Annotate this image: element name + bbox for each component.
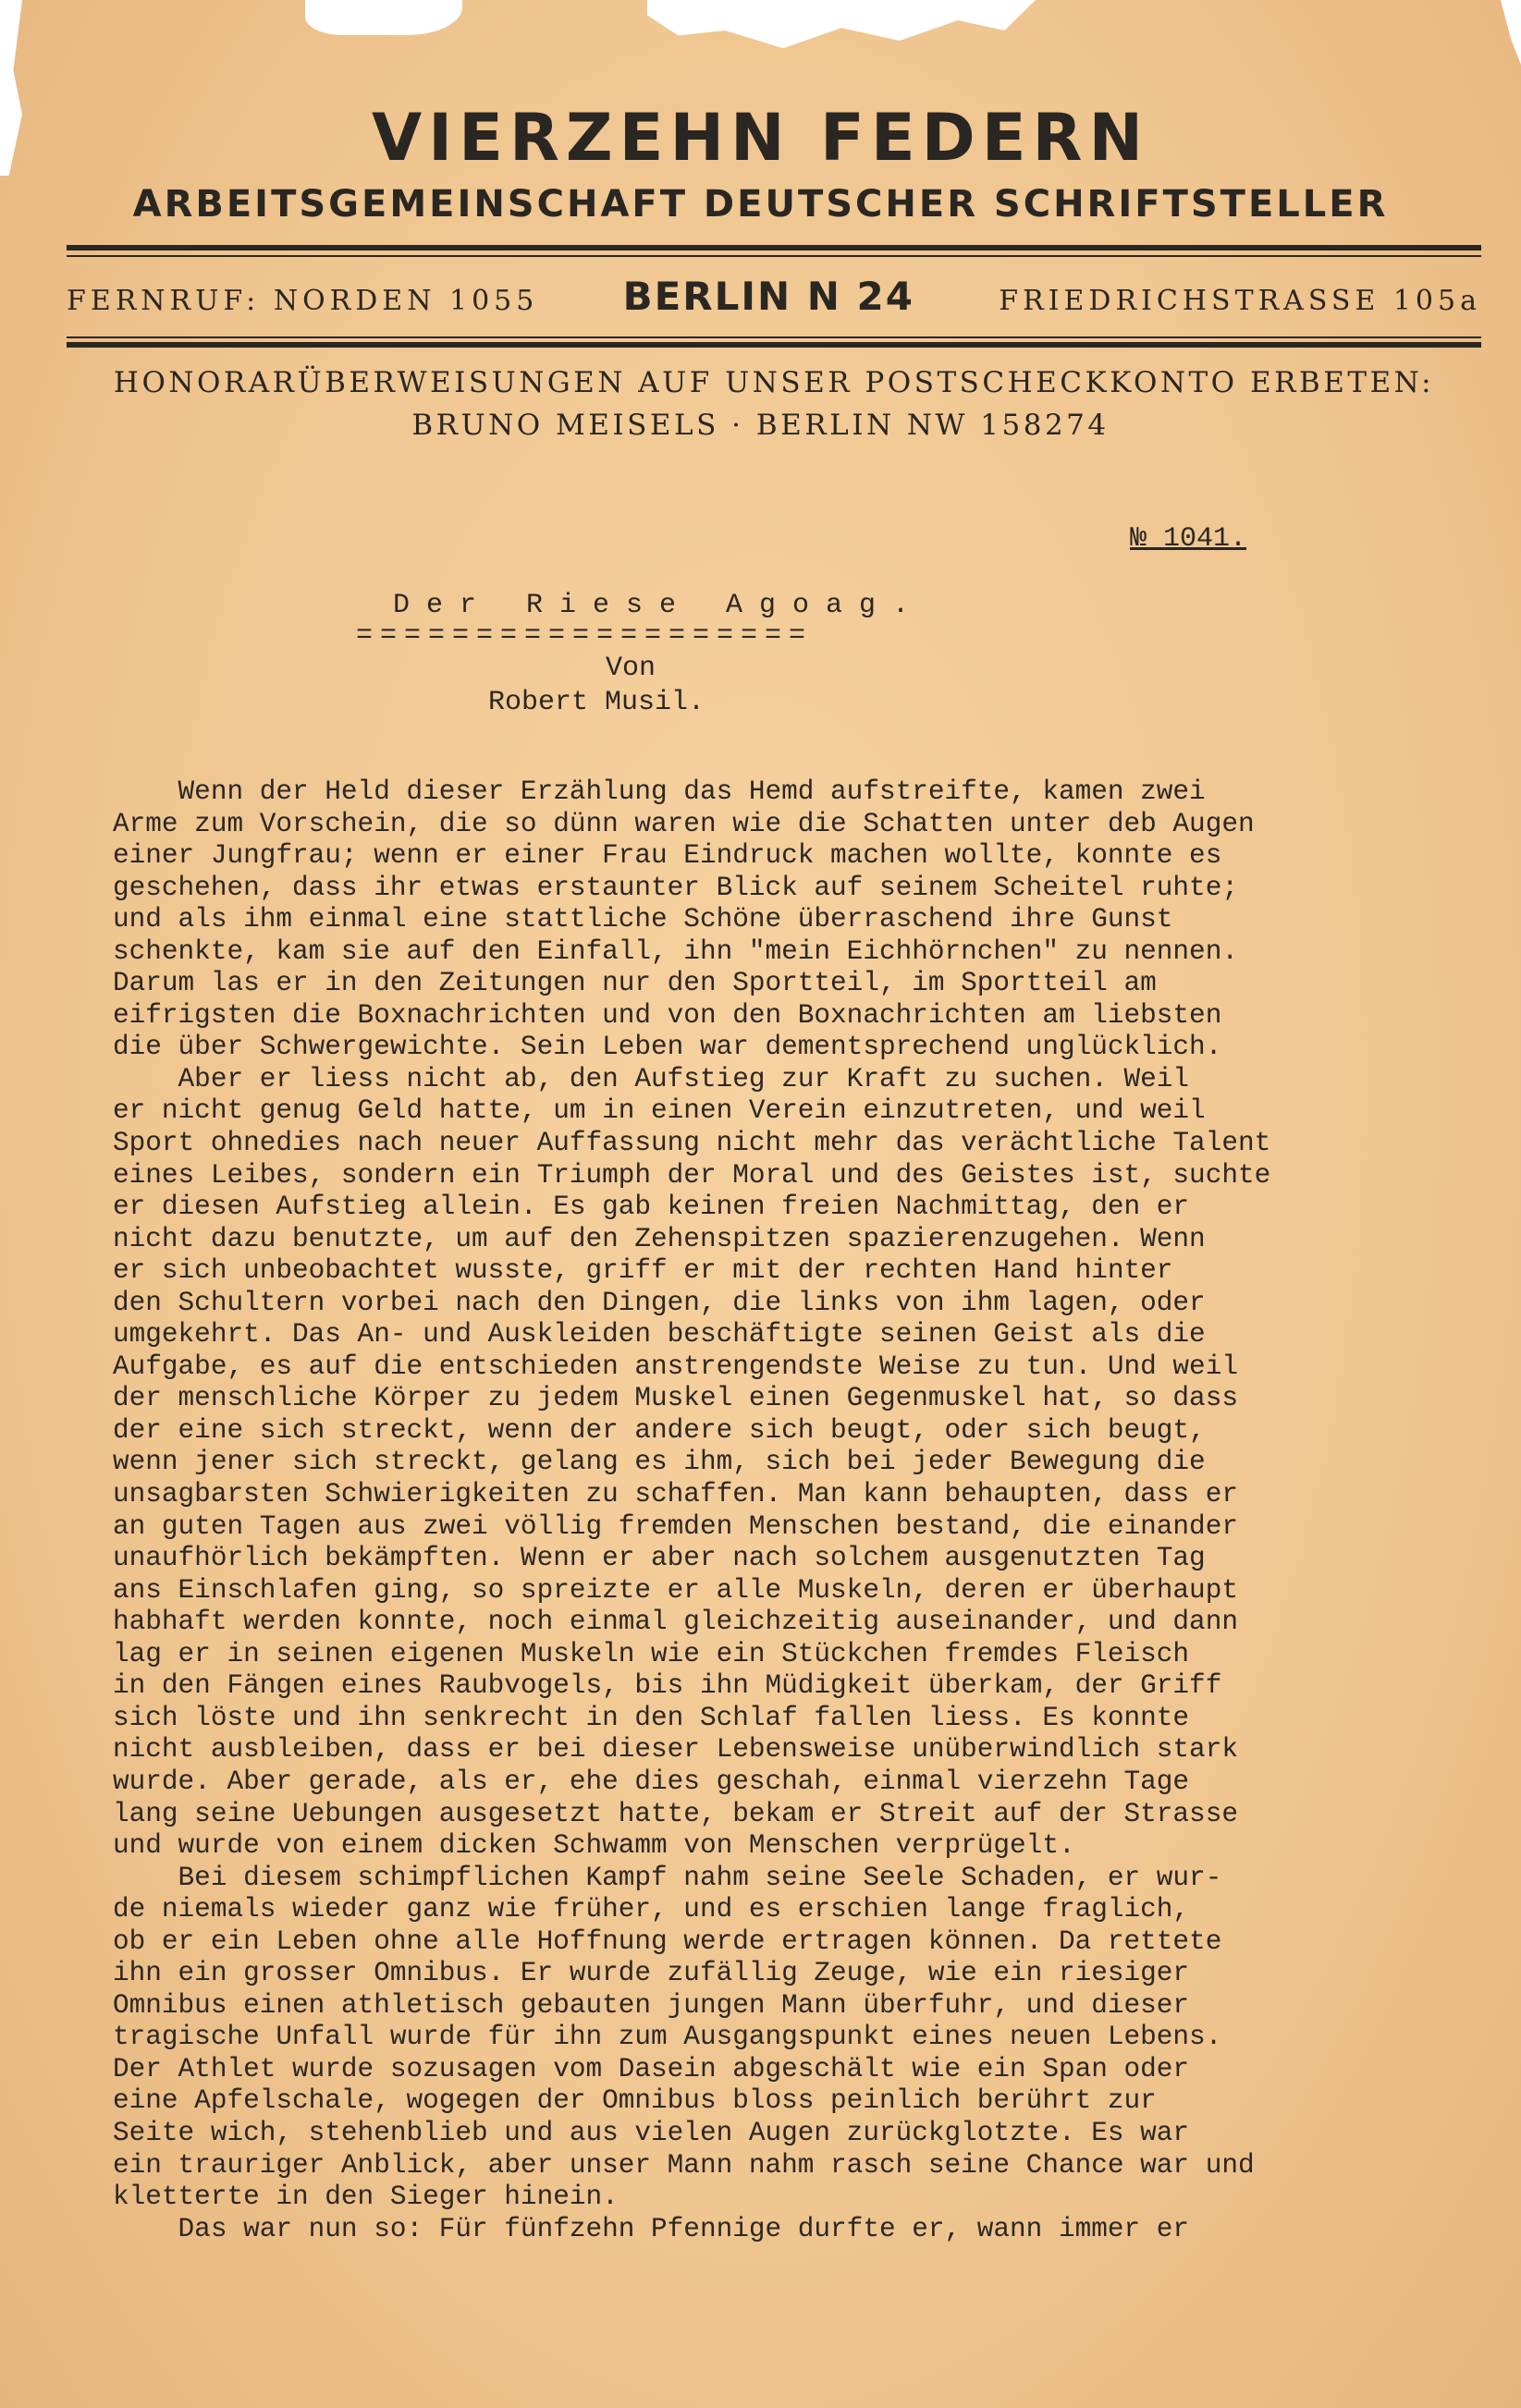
text-line: Aufgabe, es auf die entschieden anstrengendste Weise zu tun. Und weil	[113, 1351, 1238, 1382]
text-line: tragische Unfall wurde für ihn zum Ausgangspunkt eines neuen Lebens.	[113, 2022, 1222, 2053]
text-line: geschehen, dass ihr etwas erstaunter Blick auf seinem Scheitel ruhte;	[113, 872, 1238, 903]
document-number: № 1041.	[1130, 523, 1247, 555]
story-body	[113, 776, 1463, 2245]
text-line: und als ihm einmal eine stattliche Schöne überraschend ihre Gunst	[113, 904, 1173, 935]
text-line: an guten Tagen aus zwei völlig fremden Menschen bestand, die einander	[113, 1510, 1238, 1542]
city-address: BERLIN N 24	[622, 274, 915, 319]
text-line: die über Schwergewichte. Sein Leben war dementsprechend unglücklich.	[113, 1032, 1222, 1063]
text-line: wenn jener sich streckt, gelang es ihm, sich bei jeder Bewegung die	[113, 1447, 1206, 1478]
text-line: lag er in seinen eigenen Muskeln wie ein Stückchen fremdes Fleisch	[113, 1638, 1190, 1669]
text-line: ihn ein grosser Omnibus. Er wurde zufällig Zeuge, wie ein riesiger	[113, 1958, 1190, 1989]
text-line: er sich unbeobachtet wusste, griff er mit der rechten Hand hinter	[113, 1255, 1173, 1287]
letterhead-rule	[67, 336, 1481, 338]
text-line: und wurde von einem dicken Schwamm von Menschen verprügelt.	[113, 1830, 1075, 1862]
text-line: ein trauriger Anblick, aber unser Mann nahm rasch seine Chance war und	[113, 2149, 1255, 2181]
text-line: den Schultern vorbei nach den Dingen, die links von ihm lagen, oder	[113, 1287, 1206, 1318]
letterhead-title: VIERZEHN FEDERN	[371, 100, 1150, 176]
letterhead-rule	[67, 342, 1481, 348]
text-line: wurde. Aber gerade, als er, ehe dies geschah, einmal vierzehn Tage	[113, 1766, 1190, 1797]
title-underline: ===================	[356, 620, 814, 652]
payment-note: HONORARÜBERWEISUNGEN AUF UNSER POSTSCHECKKONTO ERBETEN:	[113, 366, 1435, 399]
text-line: Seite wich, stehenblieb und aus vielen Augen zurückglotzte. Es war	[113, 2117, 1190, 2148]
text-line: in den Fängen eines Raubvogels, bis ihn Müdigkeit überkam, der Griff	[113, 1670, 1222, 1702]
text-line: ob er ein Leben ohne alle Hoffnung werde ertragen können. Da rettete	[113, 1925, 1222, 1957]
text-line: de niemals wieder ganz wie früher, und es erschien lange fraglich,	[113, 1894, 1190, 1925]
text-line: Sport ohnedies nach neuer Auffassung nicht mehr das verächtliche Talent	[113, 1128, 1271, 1159]
letterhead-contact-line	[67, 274, 1481, 319]
text-line: er nicht genug Geld hatte, um in einen Verein einzutreten, und weil	[113, 1095, 1206, 1127]
text-line: nicht dazu benutzte, um auf den Zehenspitzen spazierenzugehen. Wenn	[113, 1223, 1206, 1254]
text-line: kletterte in den Sieger hinein.	[113, 2182, 619, 2213]
text-line: eifrigsten die Boxnachrichten und von den Boxnachrichten am liebsten	[113, 999, 1222, 1031]
text-line: der eine sich streckt, wenn der andere sich beugt, oder sich beugt,	[113, 1414, 1206, 1446]
text-line: Arme zum Vorschein, die so dünn waren wie die Schatten unter deb Augen	[113, 808, 1255, 839]
text-line: Aber er liess nicht ab, den Aufstieg zur Kraft zu suchen. Weil	[113, 1063, 1190, 1094]
text-line: einer Jungfrau; wenn er einer Frau Eindruck machen wollte, konnte es	[113, 840, 1222, 872]
text-line: Omnibus einen athletisch gebauten jungen Mann überfuhr, und dieser	[113, 1989, 1190, 2021]
letterhead-rule	[67, 255, 1481, 257]
text-line: eine Apfelschale, wogegen der Omnibus bloss peinlich berührt zur	[113, 2085, 1157, 2117]
byline-von: Von	[606, 653, 656, 684]
text-line: Bei diesem schimpflichen Kampf nahm seine Seele Schaden, er wur-	[113, 1862, 1222, 1893]
phone-number: FERNRUF: NORDEN 1055	[67, 285, 539, 317]
text-line: nicht ausbleiben, dass er bei dieser Lebensweise unüberwindlich stark	[113, 1734, 1238, 1766]
text-line: Darum las er in den Zeitungen nur den Sportteil, im Sportteil am	[113, 968, 1157, 999]
street-address: FRIEDRICHSTRASSE 105a	[999, 285, 1481, 317]
text-line: umgekehrt. Das An- und Auskleiden beschäftigte seinen Geist als die	[113, 1319, 1206, 1351]
story-title: Der Riese Agoag.	[393, 590, 926, 621]
text-line: Wenn der Held dieser Erzählung das Hemd aufstreifte, kamen zwei	[113, 776, 1206, 807]
text-line: ans Einschlafen ging, so spreizte er alle Muskeln, deren er überhaupt	[113, 1574, 1238, 1606]
text-line: der menschliche Körper zu jedem Muskel einen Gegenmuskel hat, so dass	[113, 1383, 1238, 1414]
text-line: Das war nun so: Für fünfzehn Pfennige durfte er, wann immer er	[113, 2213, 1190, 2244]
text-line: unsagbarsten Schwierigkeiten zu schaffen. Man kann behaupten, dass er	[113, 1479, 1238, 1510]
text-line: unaufhörlich bekämpften. Wenn er aber nach solchem ausgenutzten Tag	[113, 1543, 1206, 1574]
text-line: Der Athlet wurde sozusagen vom Dasein abgeschält wie ein Span oder	[113, 2053, 1190, 2084]
text-line: schenkte, kam sie auf den Einfall, ihn "mein Eichhörnchen" zu nennen.	[113, 935, 1238, 967]
text-line: sich löste und ihn senkrecht in den Schlaf fallen liess. Es konnte	[113, 1702, 1190, 1733]
letterhead-rule	[67, 245, 1481, 251]
bank-account: BRUNO MEISELS · BERLIN NW 158274	[411, 409, 1110, 442]
torn-edge	[305, 0, 462, 35]
author-name: Robert Musil.	[488, 687, 705, 718]
text-line: lang seine Uebungen ausgesetzt hatte, bekam er Streit auf der Strasse	[113, 1798, 1238, 1829]
text-line: habhaft werden konnte, noch einmal gleichzeitig auseinander, und dann	[113, 1607, 1238, 1638]
letterhead-subtitle: ARBEITSGEMEINSCHAFT DEUTSCHER SCHRIFTSTELLER	[132, 183, 1389, 226]
text-line: er diesen Aufstieg allein. Es gab keinen freien Nachmittag, den er	[113, 1192, 1190, 1223]
text-line: eines Leibes, sondern ein Triumph der Moral und des Geistes ist, suchte	[113, 1159, 1271, 1191]
